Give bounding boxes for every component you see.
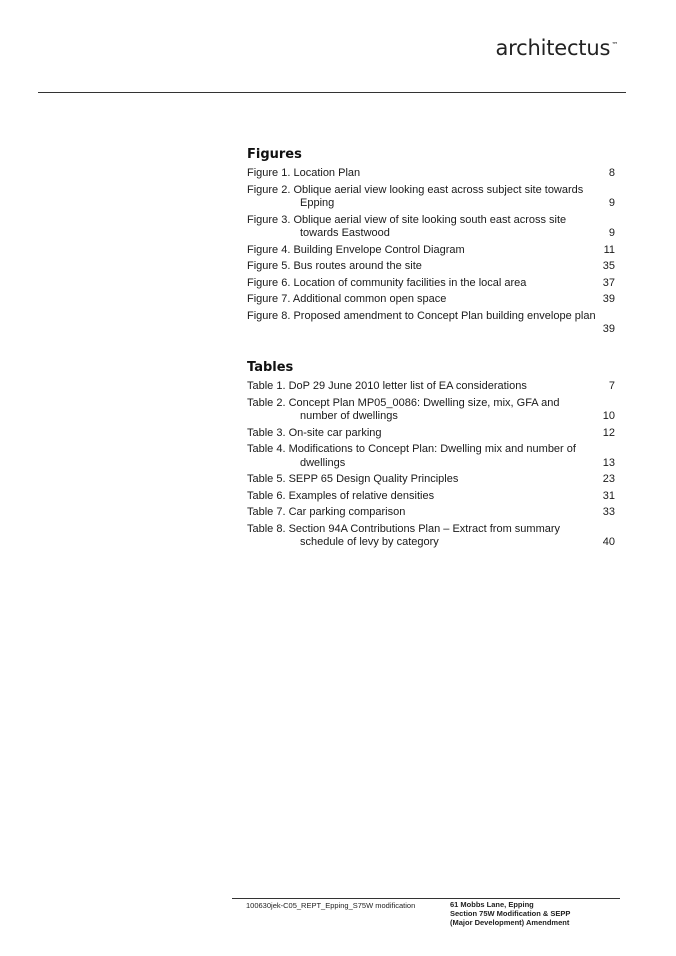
page-number: 23 bbox=[602, 473, 615, 485]
logo-text: architectus bbox=[495, 36, 611, 60]
figure-entry[interactable]: Figure 1. Location Plan 8 bbox=[247, 167, 615, 179]
tables-heading: Tables bbox=[247, 360, 294, 375]
page-number: 11 bbox=[603, 243, 615, 256]
page-number: 39 bbox=[602, 323, 615, 335]
footer-divider bbox=[232, 898, 620, 899]
tables-list bbox=[247, 360, 615, 553]
figure-entry[interactable]: Figure 4. Building Envelope Control Diagram 11 bbox=[247, 243, 615, 256]
page-number: 31 bbox=[602, 489, 615, 502]
table-entry[interactable]: Table 2. Concept Plan MP05_0086: Dwelling size, mix, GFA and number of dwellings 10 bbox=[247, 396, 615, 422]
table-entry[interactable]: Table 3. On-site car parking 12 bbox=[247, 426, 615, 439]
figure-entry[interactable]: Figure 6. Location of community facilities in the local area 37 bbox=[247, 276, 615, 289]
page-number: 8 bbox=[608, 167, 615, 179]
figures-list bbox=[247, 147, 615, 340]
page-number: 7 bbox=[608, 380, 615, 392]
logo-trademark: ™ bbox=[611, 41, 618, 49]
page-number: 33 bbox=[602, 506, 615, 518]
figure-entry[interactable]: Figure 8. Proposed amendment to Concept Plan building envelope plan 39 bbox=[247, 309, 615, 335]
page-number: 37 bbox=[602, 276, 615, 289]
page-number: 9 bbox=[608, 227, 615, 239]
table-entry[interactable]: Table 8. Section 94A Contributions Plan – Extract from summary schedule of levy by category 40 bbox=[247, 522, 615, 548]
figure-entry[interactable]: Figure 5. Bus routes around the site 35 bbox=[247, 260, 615, 272]
page-number: 9 bbox=[608, 197, 615, 209]
footer-doc-ref: 100630jek-C05_REPT_Epping_S75W modification bbox=[246, 901, 416, 910]
footer-line: Section 75W Modification & SEPP bbox=[450, 909, 571, 918]
page-number: 12 bbox=[602, 426, 615, 439]
footer-project-title bbox=[450, 900, 570, 927]
page-number: 39 bbox=[602, 293, 615, 305]
page-number: 35 bbox=[602, 260, 615, 272]
table-entry[interactable]: Table 1. DoP 29 June 2010 letter list of EA considerations 7 bbox=[247, 380, 615, 392]
header-divider bbox=[38, 92, 626, 93]
table-entry[interactable]: Table 5. SEPP 65 Design Quality Principles 23 bbox=[247, 473, 615, 485]
figures-heading: Figures bbox=[247, 147, 302, 162]
figure-entry[interactable]: Figure 3. Oblique aerial view of site looking south east across site towards Eastwood 9 bbox=[247, 213, 615, 239]
page-number: 13 bbox=[602, 456, 615, 469]
table-entry[interactable]: Table 6. Examples of relative densities 31 bbox=[247, 489, 615, 502]
architectus-logo bbox=[495, 36, 618, 60]
figure-entry[interactable]: Figure 7. Additional common open space 39 bbox=[247, 293, 615, 305]
footer-line: 61 Mobbs Lane, Epping bbox=[450, 900, 534, 909]
table-entry[interactable]: Table 7. Car parking comparison 33 bbox=[247, 506, 615, 518]
figure-entry[interactable]: Figure 2. Oblique aerial view looking east across subject site towards Epping 9 bbox=[247, 183, 615, 209]
footer-line: (Major Development) Amendment bbox=[450, 918, 570, 927]
page-number: 40 bbox=[602, 536, 615, 548]
page-number: 10 bbox=[602, 410, 615, 422]
table-entry[interactable]: Table 4. Modifications to Concept Plan: Dwelling mix and number of dwellings 13 bbox=[247, 443, 615, 469]
